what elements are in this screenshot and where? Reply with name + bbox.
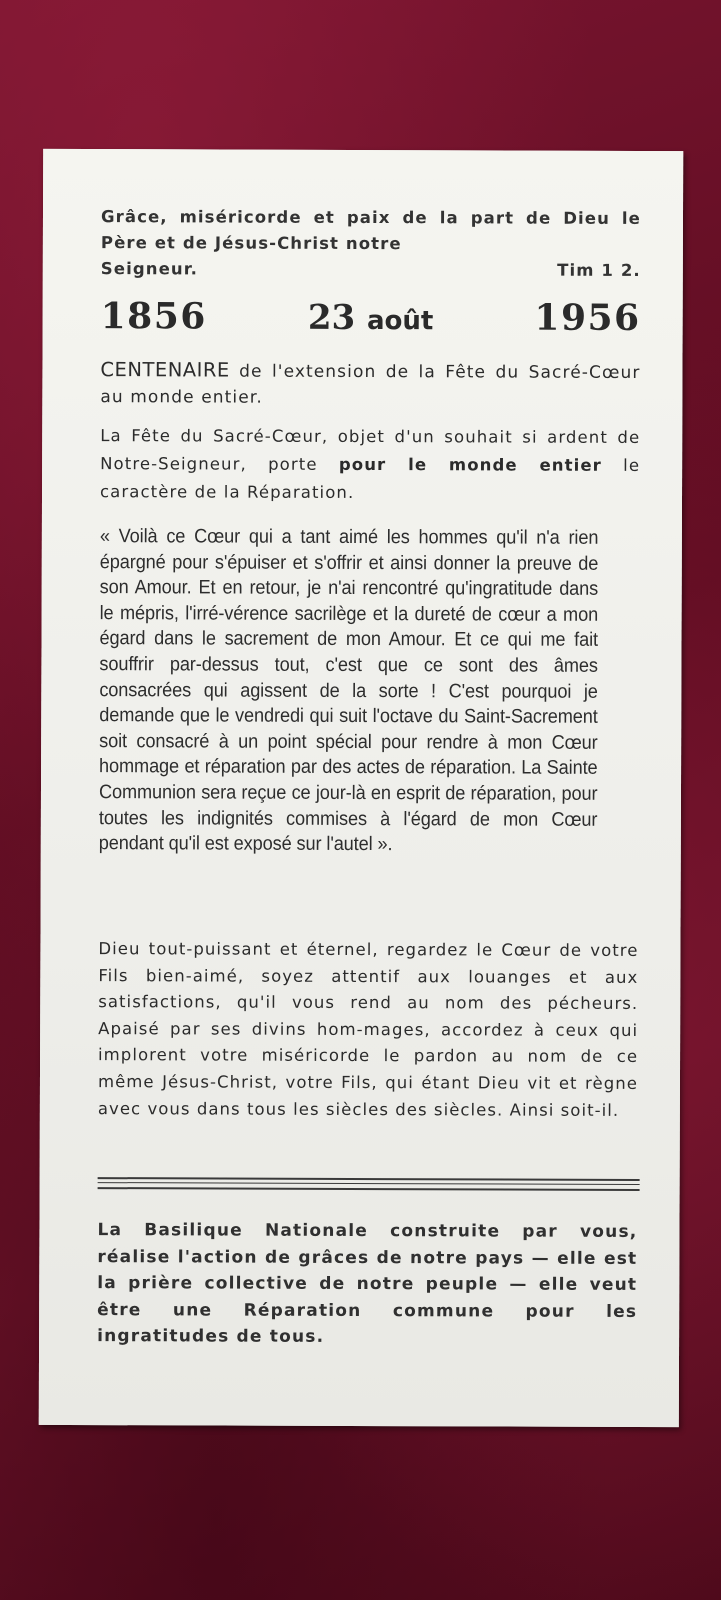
bible-reference: Tim 1 2. — [557, 260, 641, 280]
prayer-card — [39, 149, 683, 1427]
grace-verse-text: Grâce, miséricorde et paix de la part de Dieu le Père et de Jésus-Christ notre — [100, 207, 642, 254]
prayer-paragraph: Dieu tout-puissant et éternel, regardez le Cœur de votre Fils bien-aimé, soyez attentif aux louanges et aux satisfactions, qu'il vous rend au nom des pécheurs. Apaisé par ses divins hom-mages, accordez à ceux qui implorent votre miséricorde le pardon au nom de ce même Jésus-Christ, votre Fils, qui étant Dieu vit et règne avec vous dans tous les siècles des siècles. Ainsi soit-il. — [97, 939, 639, 1120]
grace-verse — [101, 204, 641, 284]
dates-heading — [101, 295, 641, 339]
year-start: 1856 — [100, 295, 207, 338]
centenaire-title: CENTENAIRE — [100, 358, 230, 382]
feast-date — [308, 298, 434, 338]
grace-verse-last-line — [101, 256, 641, 284]
grace-verse-last-word: Seigneur. — [100, 259, 199, 279]
feast-month: août — [366, 306, 434, 337]
sacred-heart-quote: « Voilà ce Cœur qui a tant aimé les hommes qu'il n'a rien épargné pour s'épuiser et s'offrir et ainsi donner la preuve de son Amour. Et en retour, je n'ai rencontré qu'ingratitude dans le mépris, l'irré-vérence sacrilège et la dureté de cœur a mon égard dans le sacrement de mon Amour. Et ce qui me fait souffrir par-dessus tout, c'est que ce sont des âmes consacrées qui agissent de la sorte ! C'est pourquoi je demande que le vendredi qui suit l'octave du Saint-Sacrement soit consacré à un point spécial pour rendre à mon Cœur hommage et réparation par des actes de réparation. La Sainte Communion sera reçue ce jour-là en esprit de réparation, pour toutes les indignités commises à l'égard de mon Cœur pendant qu'il est exposé sur l'autel ». — [98, 525, 599, 856]
basilique-paragraph: La Basilique Nationale construite par vous, réalise l'action de grâces de notre pays — elle est la prière collective de notre peuple — elle veut être une Réparation commune pour les ingratitudes de tous. — [97, 1220, 638, 1347]
fete-text-part1: La Fête du Sacré-Cœur, objet d'un souhait si ardent de Notre-Seigneur, porte — [100, 426, 641, 474]
centenaire-text: de l'extension de la Fête du Sacré-Cœur au monde entier. — [100, 361, 641, 408]
centenaire-paragraph — [100, 357, 640, 412]
fete-text-bold: pour le monde entier — [338, 454, 602, 475]
divider-line — [98, 1182, 640, 1185]
feast-day: 23 — [307, 297, 356, 338]
divider-line — [98, 1187, 640, 1191]
fete-text-part2: le caractère de la Réparation. — [99, 455, 641, 502]
year-end: 1956 — [534, 296, 641, 339]
fete-paragraph — [100, 422, 640, 508]
divider-line — [98, 1177, 640, 1181]
